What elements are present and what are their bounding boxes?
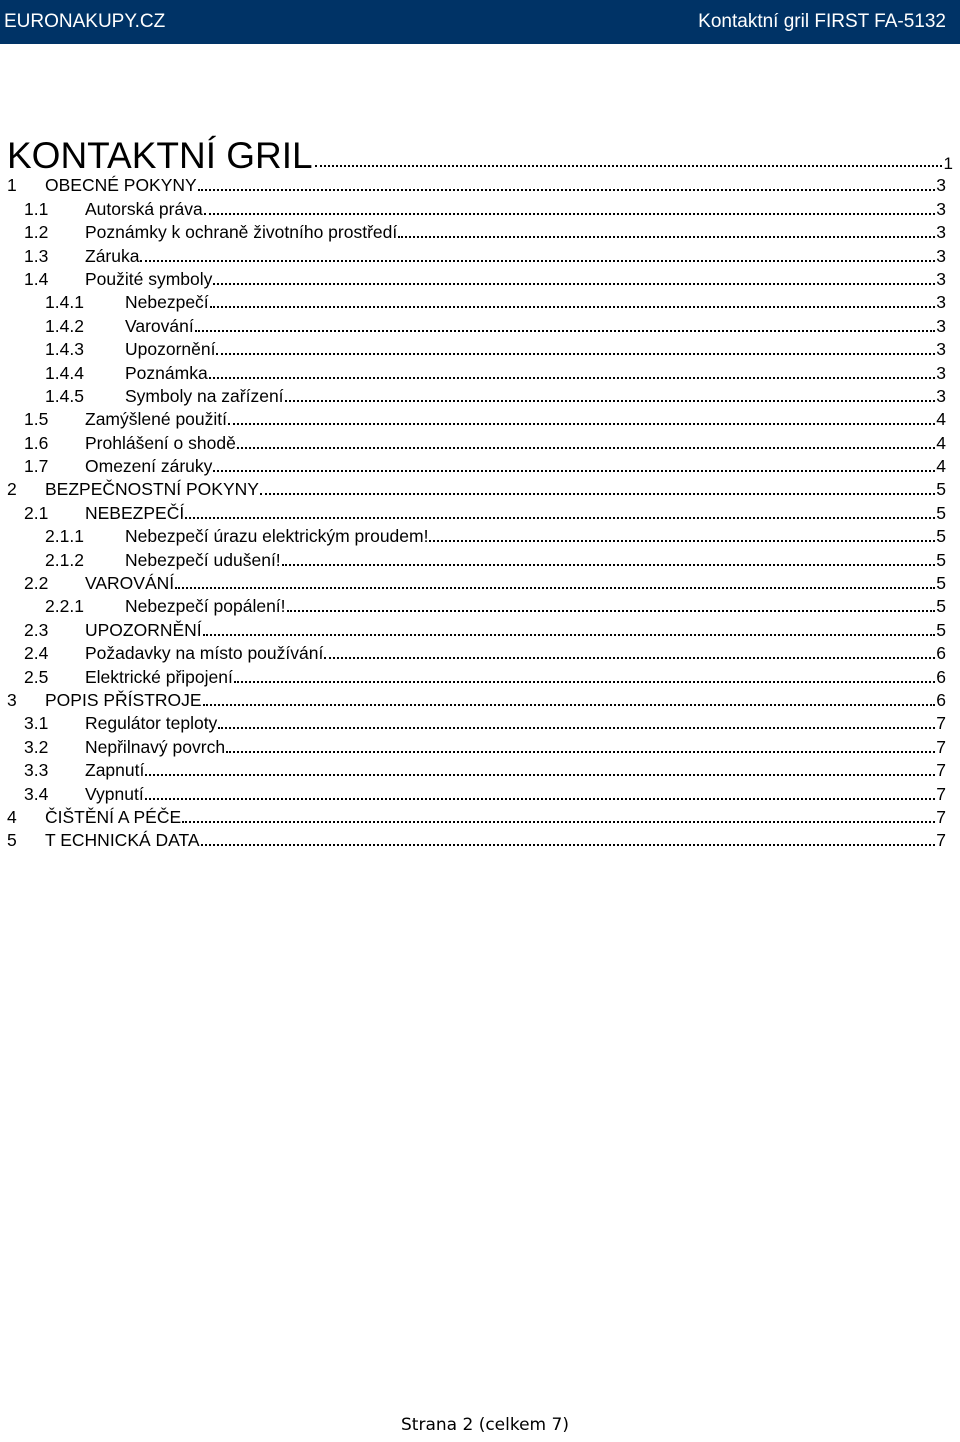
toc-entry-label: Vypnutí (85, 783, 144, 804)
toc-entry-label: Upozornění (125, 339, 216, 360)
toc-title-row[interactable] (7, 128, 953, 176)
toc-entry-label: POPIS PŘÍSTROJE (45, 689, 202, 710)
dot-leader (237, 447, 935, 449)
toc-entry-number: 3.1 (24, 713, 49, 734)
toc-entry[interactable] (0, 663, 946, 686)
toc-entry-page: 7 (936, 783, 946, 804)
toc-entry[interactable] (0, 336, 946, 359)
dot-leader (145, 774, 935, 776)
toc-entry-number: 1 (7, 175, 17, 196)
toc-title-page: 1 (943, 154, 953, 173)
dot-leader (175, 587, 935, 589)
toc-entry-page: 5 (936, 479, 946, 500)
toc-entry-number: 3.4 (24, 783, 49, 804)
toc-entry-page: 3 (936, 268, 946, 289)
toc-entry-page: 4 (936, 432, 946, 453)
toc-entry-label: Poznámky k ochraně životního prostředí (85, 222, 398, 243)
toc-entry-label: Nebezpečí popálení! (125, 596, 286, 617)
toc-entry[interactable] (0, 546, 946, 569)
toc-entry-number: 3.3 (24, 760, 49, 781)
toc-title: KONTAKTNÍ GRIL (7, 135, 313, 176)
dot-leader (195, 330, 936, 332)
toc-entry-label: Zapnutí (85, 760, 145, 781)
toc-entry-page: 3 (936, 385, 946, 406)
dot-leader (213, 283, 935, 285)
dot-leader (282, 564, 936, 566)
toc-entry[interactable] (0, 570, 946, 593)
dot-leader (429, 540, 935, 542)
toc-entry[interactable] (0, 453, 946, 476)
toc-entry-label: Požadavky na místo používání (85, 643, 324, 664)
toc-entry-label: Omezení záruky (85, 456, 213, 477)
toc-entry[interactable] (0, 733, 946, 756)
toc-entry-label: Použité symboly (85, 268, 213, 289)
toc-entry-page: 5 (936, 573, 946, 594)
toc-entry-label: Prohlášení o shodě (85, 432, 236, 453)
toc-entry-label: Nepřilnavý povrch (85, 736, 226, 757)
toc-entry-label: Elektrické připojení (85, 666, 233, 687)
toc-entry[interactable] (0, 593, 946, 616)
dot-leader (198, 189, 936, 191)
toc-entry-number: 1.3 (24, 245, 49, 266)
toc-entry-number: 1.4.5 (45, 385, 84, 406)
dot-leader (140, 260, 935, 262)
toc-entry[interactable] (0, 289, 946, 312)
toc-entry-label: VAROVÁNÍ (85, 573, 175, 594)
toc-entry-label: Poznámka (125, 362, 208, 383)
toc-entry[interactable] (0, 523, 946, 546)
site-name[interactable]: EURONAKUPY.CZ (4, 11, 166, 32)
toc-entry[interactable] (0, 312, 946, 335)
toc-entry-page: 5 (936, 549, 946, 570)
toc-entry-page: 3 (936, 175, 946, 196)
toc-entry-number: 1.2 (24, 222, 49, 243)
toc-entry-page: 5 (936, 502, 946, 523)
toc-entry-page: 4 (936, 409, 946, 430)
toc-entry-number: 1.6 (24, 432, 49, 453)
toc-entry[interactable] (0, 172, 946, 195)
toc-entry-number: 2.1.2 (45, 549, 84, 570)
page-footer (0, 1415, 960, 1435)
toc-entry-page: 5 (936, 619, 946, 640)
toc-entry-page: 7 (936, 806, 946, 827)
toc-entry-label: Autorská práva (85, 198, 203, 219)
toc-entry-page: 3 (936, 362, 946, 383)
toc-entry-label: Nebezpečí udušení! (125, 549, 281, 570)
toc-entry-page: 4 (936, 456, 946, 477)
dot-leader (213, 470, 935, 472)
toc-entry[interactable] (0, 827, 946, 850)
dot-leader (201, 844, 936, 846)
toc-entry-page: 6 (936, 666, 946, 687)
toc-entry-page: 6 (936, 643, 946, 664)
toc-entry-label: Nebezpečí (125, 292, 209, 313)
toc-entry-label: Regulátor teploty (85, 713, 218, 734)
toc-entry-page: 3 (936, 198, 946, 219)
toc-entry-number: 1.4.2 (45, 315, 84, 336)
toc-entry-page: 3 (936, 222, 946, 243)
toc-entry[interactable] (0, 429, 946, 452)
toc-entry-number: 2.1.1 (45, 526, 84, 547)
toc-entry-label: Zamýšlené použití (85, 409, 228, 430)
toc-entry-number: 3.2 (24, 736, 49, 757)
toc-entry-number: 1.4.4 (45, 362, 84, 383)
toc-entry-number: 1.5 (24, 409, 49, 430)
dot-leader (209, 377, 936, 379)
toc-entry-page: 7 (936, 760, 946, 781)
toc-entries (0, 172, 960, 850)
toc-entry-page: 7 (936, 713, 946, 734)
toc-entry-number: 1.7 (24, 456, 49, 477)
toc-entry-label: T ECHNICKÁ DATA (45, 830, 200, 851)
toc-entry[interactable] (0, 499, 946, 522)
dot-leader (285, 400, 936, 402)
toc-entry[interactable] (0, 640, 946, 663)
toc-entry-label: UPOZORNĚNÍ (85, 619, 202, 640)
toc-entry-page: 5 (936, 526, 946, 547)
dot-leader (210, 306, 936, 308)
dot-leader (203, 704, 936, 706)
toc-entry-page: 7 (936, 830, 946, 851)
toc-entry-page: 6 (936, 689, 946, 710)
toc-entry[interactable] (0, 804, 946, 827)
toc-entry-label: Záruka (85, 245, 140, 266)
toc-entry[interactable] (0, 383, 946, 406)
dot-leader (260, 493, 935, 495)
toc-entry[interactable] (0, 476, 946, 499)
dot-leader (234, 681, 935, 683)
toc-entry-label: Symboly na zařízení (125, 385, 284, 406)
toc-entry-label: Nebezpečí úrazu elektrickým proudem! (125, 526, 429, 547)
toc-entry-number: 2.1 (24, 502, 49, 523)
dot-leader (203, 634, 936, 636)
product-title: Kontaktní gril FIRST FA-5132 (698, 11, 946, 32)
toc-entry-page: 3 (936, 292, 946, 313)
toc-entry-number: 3 (7, 689, 17, 710)
toc-entry-label: OBECNÉ POKYNY (45, 175, 197, 196)
toc-entry-number: 4 (7, 806, 17, 827)
toc-entry[interactable] (0, 266, 946, 289)
dot-leader (145, 798, 936, 800)
toc-entry[interactable] (0, 195, 946, 218)
toc-entry-number: 2.3 (24, 619, 49, 640)
toc-entry-number: 2.2.1 (45, 596, 84, 617)
toc-entry-page: 5 (936, 596, 946, 617)
toc-entry-number: 2.2 (24, 573, 49, 594)
toc-entry-number: 2.5 (24, 666, 49, 687)
toc-entry-number: 1.1 (24, 198, 49, 219)
toc-entry[interactable] (0, 242, 946, 265)
toc-entry-page: 7 (936, 736, 946, 757)
dot-leader (324, 657, 935, 659)
dot-leader (315, 165, 942, 167)
toc-entry-label: Varování (125, 315, 194, 336)
dot-leader (287, 610, 936, 612)
toc-entry-number: 1.4 (24, 268, 49, 289)
dot-leader (204, 213, 936, 215)
toc-entry-number: 1.4.1 (45, 292, 84, 313)
toc-entry[interactable] (0, 359, 946, 382)
dot-leader (398, 236, 935, 238)
toc-entry-number: 5 (7, 830, 17, 851)
dot-leader (185, 517, 935, 519)
toc-entry-label: BEZPEČNOSTNÍ POKYNY (45, 479, 259, 500)
toc-entry-number: 2 (7, 479, 17, 500)
toc-entry-number: 2.4 (24, 643, 49, 664)
toc-entry[interactable] (0, 687, 946, 710)
dot-leader (218, 727, 935, 729)
toc-entry-page: 3 (936, 315, 946, 336)
toc-entry[interactable] (0, 780, 946, 803)
toc-entry-label: NEBEZPEČÍ (85, 502, 185, 523)
dot-leader (226, 751, 935, 753)
dot-leader (228, 423, 935, 425)
toc-entry[interactable] (0, 616, 946, 639)
page-number: Strana 2 (celkem 7) (401, 1415, 569, 1435)
toc-entry-page: 3 (936, 245, 946, 266)
toc-entry[interactable] (0, 710, 946, 733)
toc-entry[interactable] (0, 219, 946, 242)
toc-entry-number: 1.4.3 (45, 339, 84, 360)
dot-leader (182, 821, 935, 823)
toc-entry-page: 3 (936, 339, 946, 360)
toc-entry[interactable] (0, 406, 946, 429)
dot-leader (216, 353, 935, 355)
toc-entry-label: ČIŠTĚNÍ A PÉČE (45, 806, 182, 827)
page-header (0, 0, 960, 44)
toc-entry[interactable] (0, 757, 946, 780)
